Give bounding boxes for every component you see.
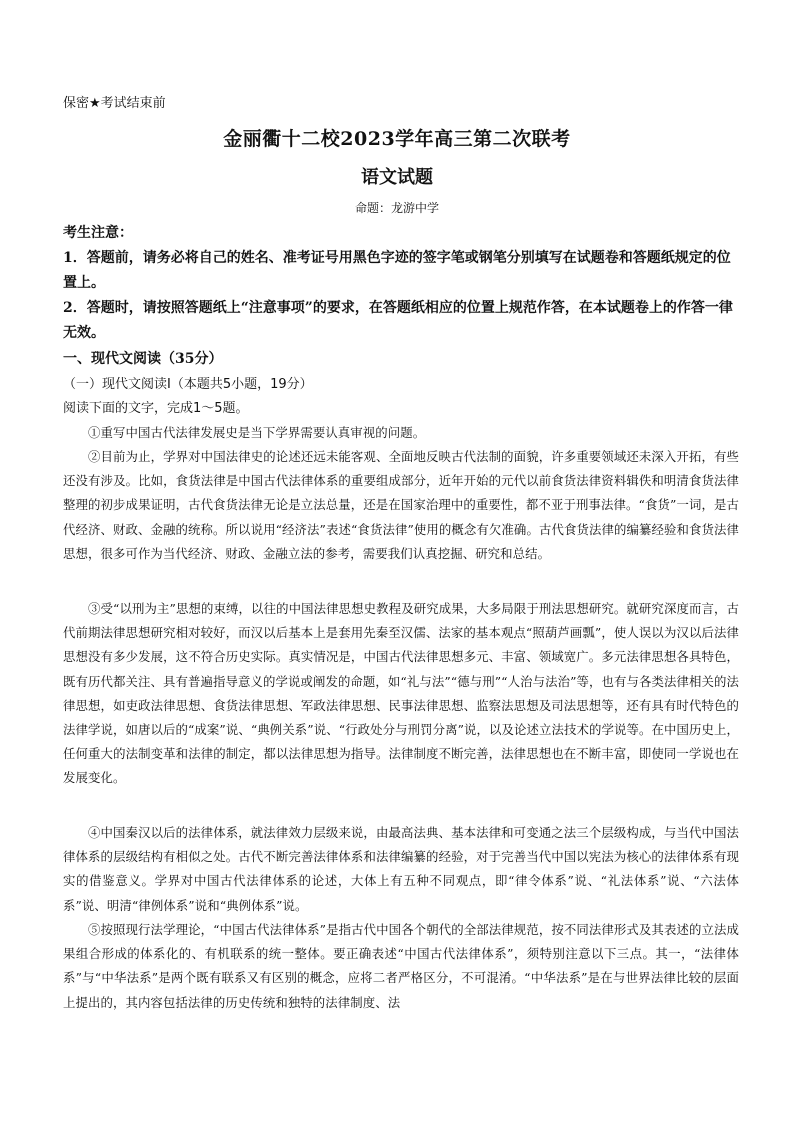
notice-heading: 考生注意： xyxy=(63,225,133,241)
paragraph-2: ②目前为止，学界对中国法律史的论述还远未能客观、全面地反映古代法制的面貌，许多重要领域还未深入开拓，有些还没有涉及。比如，食货法律是中国古代法律体系的重要组成部分，近年开始的元代以前食货法律资料辑佚和明清食货法律整理的初步成果证明，古代食货法律无论是立法总量，还是在国家治理中的重要性，都不亚于刑事法律。“食货”一词，是古代经济、财政、金融的统称。所以说用“经济法”表述“食货法律”使用的概念有欠准确。古代食货法律的编纂经验和食货法律思想，很多可作为当代经济、财政、金融立法的参考，需要我们认真挖掘、研究和总结。 xyxy=(63,449,739,561)
paragraph-5: ⑤按照现行法学理论，“中国古代法律体系”是指古代中国各个朝代的全部法律规范，按不同法律形式及其表述的立法成果组合形成的体系化的、有机联系的统一整体。要正确表述“中国古代法律体系”，须特别注意以下三点。其一，“法律体系”与“中华法系”是两个既有联系又有区别的概念，应将二者严格区分，不可混淆。“中华法系”是在与世界法律比较的层面上提出的，其内容包括法律的历史传统和独特的法律制度、法 xyxy=(63,922,739,1010)
exam-setter: 命题：龙游中学 xyxy=(354,201,439,215)
notice-item-1: 1．答题前，请务必将自己的姓名、准考证号用黑色字迹的签字笔或钢笔分别填写在试题卷和答题纸规定的位置上。 xyxy=(63,250,731,291)
paragraph-3: ③受“以刑为主”思想的束缚，以往的中国法律思想史教程及研究成果，大多局限于刑法思想研究。就研究深度而言，古代前期法律思想研究相对较好，而汉以后基本上是套用先秦至汉儒、法家的基本观点“照葫芦画瓢”，使人误以为汉以后法律思想没有多少发展，这不符合历史实际。真实情况是，中国古代法律思想多元、丰富、领域宽广。多元法律思想各具特色，既有历代都关注、具有普遍指导意义的学说或阐发的命题，如“礼与法”“德与刑”“人治与法治”等，也有与各类法律相关的法律思想，如吏政法律思想、食货法律思想、军政法律思想、民事法律思想、监察法思想及司法思想等，还有具有时代特色的法律学说，如唐以后的“成案”说、“典例关系”说、“行政处分与刑罚分离”说，以及论述立法技术的学说等。在中国历史上，任何重大的法制变革和法律的制定，都以法律思想为指导。法律制度不断完善，法律思想也在不断丰富，即使同一学说也在发展变化。 xyxy=(63,601,739,786)
section-subheading: （一）现代文阅读Ⅰ（本题共5小题，19分） xyxy=(63,377,313,392)
confidential-mark: 保密★考试结束前 xyxy=(63,96,166,111)
paragraph-4: ④中国秦汉以后的法律体系，就法律效力层级来说，由最高法典、基本法律和可变通之法三个层级构成，与当代中国法律体系的层级结构有相似之处。古代不断完善法律体系和法律编纂的经验，对于完善当代中国以宪法为核心的法律体系有现实的借鉴意义。学界对中国古代法律体系的论述，大体上有五种不同观点，即“律令体系”说、“礼法体系”说、“六法体系”说、明清“律例体系”说和“典例体系”说。 xyxy=(63,825,739,913)
exam-title: 金丽衢十二校2023学年高三第二次联考 xyxy=(223,128,571,150)
reading-instruction: 阅读下面的文字，完成1～5题。 xyxy=(63,401,249,416)
notice-item-2: 2．答题时，请按照答题纸上“注意事项”的要求，在答题纸相应的位置上规范作答，在本试题卷上的作答一律无效。 xyxy=(63,300,733,341)
paragraph-1: ①重写中国古代法律发展史是当下学界需要认真审视的问题。 xyxy=(88,425,426,440)
exam-subtitle: 语文试题 xyxy=(361,167,433,188)
section-heading: 一、现代文阅读（35分） xyxy=(63,351,223,367)
